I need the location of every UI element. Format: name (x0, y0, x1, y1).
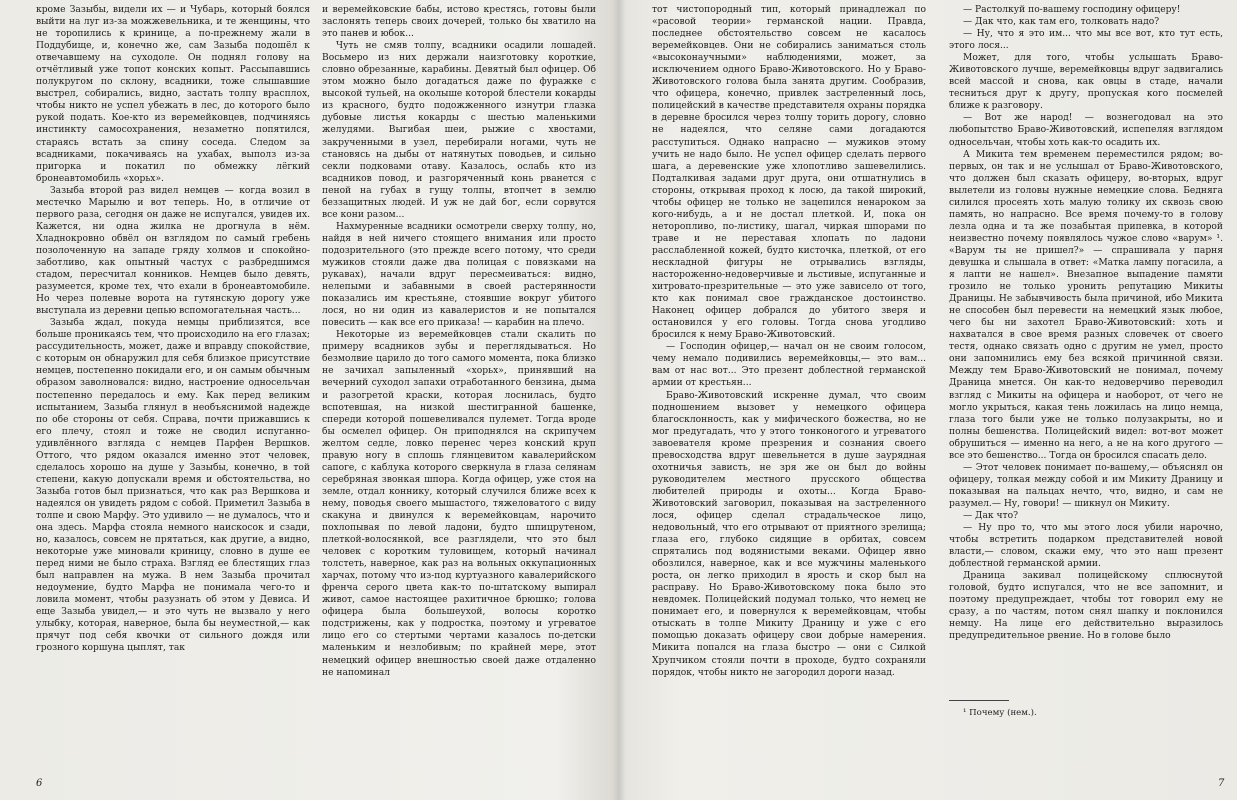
footnote: ¹ Почему (нем.). (963, 708, 1037, 718)
paragraph: — Дак что? (963, 510, 1018, 521)
paragraph: и веремейковские бабы, истово крестясь, готовы были заслонять теперь своих дочерей, только бы хватило на это панев и юбок... (322, 5, 596, 40)
paragraph: — Ну про то, что мы этого лося убили нарочно, чтобы встретить подарком представителей новой власти,— словом, скажи ему, что это наш презент доблестной германской армии. (949, 523, 1223, 570)
paragraph: — Этот человек понимает по-вашему,— объяснял он офицеру, толкая между собой и им Микиту Драницу и показывая на пальцах нечто, что, видно, и сам не разумел.— Ну, говори! — шикнул он Микиту. (949, 462, 1223, 509)
paragraph: кроме Зазыбы, видели их — и Чубарь, который боялся выйти на луг из-за можжевельника, и те женщины, что не торопились к кринице, а по-прежнему жали в Поддубище, и, конечно же, сам Зазыба подошёл к отвечавшему на суходоле. Он поднял голову на отчётливый уже топот конских копыт. Рассыпавшись полукругом по склону, всадники, тоже слышавшие выстрел, собирались, видно, застать толпу врасплох, чтобы никто не успел убежать в лес, до которого было рукой подать. Кое-кто из веремейковцев, подчиняясь инстинкту самосохранения, незаметно попятился, стараясь встать за спину соседа. Следом за всадниками, покачиваясь на ухабах, выполз из-за пригорка и покатил по обмежку лёгкий бронеавтомобиль «хорьх». (36, 5, 310, 184)
paragraph: Браво-Животовский искренне думал, что своим подношением вызовет у немецкого офицера благосклонность, как у мифического божества, но не мог предугадать, что у этого тонконогого и угреватого завоевателя кроме презрения и сознания своего превосходства вдруг шевельнется в душе заурядная охотничья зависть, не зря же он был до войны руководителем местного прусского общества любителей природы и охоты... Когда Браво-Животовский заговорил, показывая на застреленного лося, офицер сделал страдальческое лицо, недовольный, что его отрывают от приятного зрелища; глаза его, глубоко сидящие в орбитах, совсем спрятались под водянистыми веками. Офицер явно обозлился, наверное, как и все мужчины маленького роста, он легко приходил в ярость и скор был на расправу. Но Браво-Животовскому пока было это невдомек. Полицейский подумал только, что немец не понимает его, и повернулся к веремейковцам, чтобы отыскать в толпе Микиту Драницу и уже с его помощью доказать офицеру свои добрые намерения. Микита попался на глаза быстро — они с Силкой Хрупчиком стояли почти в проходе, будто сохраняли порядок, чтобы никто не загородил дороги назад. (652, 390, 926, 678)
paragraph: Может, для того, чтобы услышать Браво-Животовского лучше, веремейковцы вдруг задвигались всей массой и снова, как овцы в стаде, начали тесниться друг к другу, пропуская кого посмелей ближе к разговору. (949, 53, 1223, 112)
right-page-column-1 (652, 4, 926, 756)
paragraph: Зазыба ждал, покуда немцы приблизятся, все больше проникаясь тем, что происходило на его глазах; рассудительность, может, даже и вправду спокойствие, с которым он обнаружил для себя близкое присутствие немцев, постепенно покидали его, и он самым обычным образом заволновался: видно, настроение односельчан постепенно передалось и ему. Как перед великим испытанием, Зазыба глянул в необъяснимой надежде по обе стороны от себя. Справа, почти прижавшись к его плечу, стоял и тоже не сводил испуганно-удивлённого взгляда с немцев Парфен Вершков. Оттого, что рядом оказался именно этот человек, сделалось хорошо на душе у Зазыбы, конечно, в той степени, какую допускали время и обстоятельства, но Зазыба готов был признаться, что как раз Вершкова и надеялся он увидеть рядом с собой. Приметил Зазыба в толпе и свою Марфу. Это удивило — не думалось, что и она здесь. Марфа стояла немного наискосок и сзади, но, казалось, совсем не прятаться, как другие, а видно, некоторые уже миновали криницу, словно в душе ее перед ними не было страха. Взгляд ее блестящих глаз был направлен на мужа. В нем Зазыба прочитал недоумение, будто Марфа не понимала чего-то и ловила момент, чтобы разузнать об этом у Девиса. И еще Зазыба увидел,— и это чуть не вызвало у него улыбку, которая, наверное, была бы неуместной,— как прячут под себя квочки от сильного дождя или грозного коршуна цыплят, так (36, 318, 310, 654)
paragraph: Нахмуренные всадники осмотрели сверху толпу, но, найдя в ней ничего стоящего внимания или просто подозрительного (это прежде всего потому, что среди мужиков стояли даже два полицая с повязками на рукавах), начали вдруг пересмеиваться: видно, нелепыми и забавными в своей растерянности показались им крестьяне, стоявшие вокруг убитого лося, но ни один из кавалеристов и не попытался повесить — как все его приказа! — карабин на плечо. (322, 221, 596, 329)
page-number: 7 (1218, 778, 1225, 789)
right-page-column-2 (949, 4, 1223, 756)
left-page (0, 0, 618, 800)
paragraph: тот чистопородный тип, который принадлежал по «расовой теории» германской нации. Правда, последнее обстоятельство совсем не касалось веремейковцев. Они не собирались заниматься столь «высоконаучными» наблюдениями, может, за исключением одного Браво-Животовского. Но у Браво-Животовского голова была занята другим. Сообразив, что офицера, конечно, привлек застреленный лось, полицейский в качестве представителя охраны порядка в деревне бросился через толпу торить дорогу, словно не надеялся, что селяне сами догадаются расступиться. Однако напрасно — мужиков этому учить не надо было. Не успел офицер сделать первого шага, а деревенские уже хлопотливо зашевелились. Подталкивая задами друг друга, они отшатнулись в стороны, открывая проход к лосю, да такой широкий, чтобы офицер не только не зацепился ненароком за кого-нибудь, а и не достал плеткой. И, пока он неторопливо, по-листику, шагал, чиркая шпорами по траве и не переставая хлопать по ладони расслабленной кожей, будто кисточка, плеткой, от его нескладной фигуры не отрывались взгляды, настороженно-недоверчивые и льстивые, испуганные и хитровато-презрительные — это уже зависело от того, кто как понимал свое гражданское достоинство. Наконец офицер добрался до убитого зверя и остановился у его головы. Тогда снова угодливо бросился к нему Браво-Животовский. (652, 5, 926, 341)
page-number: 6 (36, 778, 43, 789)
paragraph: Чуть не смяв толпу, всадники осадили лошадей. Восьмеро из них держали наизготовку короткие, словно обрезанные, карабины. Девятый был офицер. Об этом можно было догадаться даже по фуражке с высокой тульей, на околыше которой блестели кокарды из красного, будто подожженного изнутри глазка дубовые листья кокарды с шестью маленькими желудями. Выгибая шеи, рыжие с хвостами, закрученными в узел, перебирали ногами, чуть не становясь на дыбы от натянутых поводьев, и сильно секли подковами отаву. Казалось, ослабь кто из всадников повод, и разгоряченный конь рванется с пеной на губах в гущу толпы, втопчет в землю беззащитных людей. И уж не дай бог, если сорвутся все кони разом... (322, 41, 596, 220)
paragraph: Драница закивал полицейскому сплюснутой головой, будто испугался, что не все запомнит, и поэтому предупреждает, чтобы тот говорил ему не сразу, а по частям, потом снял шапку и поклонился немцу. На лице его действительно выразилось предупредительное рвение. Но в голове было (949, 571, 1223, 642)
left-page-column-1 (36, 4, 310, 756)
paragraph: — Вот же народ! — вознегодовал на это любопытство Браво-Животовский, испепеляя взглядом односельчан, чтобы хоть как-то осадить их. (949, 113, 1223, 148)
paragraph: Зазыба второй раз видел немцев — когда возил в местечко Марылю и вот теперь. Но, в отличие от первого раза, сегодня он даже не испугался, увидев их. Кажется, ни одна жилка не дрогнула в нём. Хладнокровно обвёл он взглядом по самый гребень позолоченную на западе гряду холмов и спокойно-заботливо, как опытный частух с разбредшимся стадом, пересчитал конников. Немцев было девять, разумеется, кроме тех, что ехали в бронеавтомобиле. Но через полевые ворота на гутянскую дорогу уже выступала из деревни цепью вспомогательная часть... (36, 185, 310, 317)
paragraph: А Микита тем временем переместился рядом; во-первых, он так и не услышал от Браво-Животовского, что должен был сказать офицеру, во-вторых, вдруг вылетели из головы нужные немецкие слова. Бедняга силился просеять хоть малую толику их сквозь свою память, но напрасно. Все время почему-то в голову лезла одна и та же позабытая припевка, в которой неизвестно почему появлялось чужое слово «варум» ¹. «Варум ты не пришел?» — спрашивала у парня девушка и слышала в ответ: «Матка лампу погасила, а я лапти не нашел». Внезапное выпадение памяти грозило не только уронить репутацию Микиты Драницы. Не забывчивость была причиной, ибо Микита не способен был перевести на немецкий язык любое, чего бы ни захотел Браво-Животовский: хоть и нахватался в свое время разных словечек от своего тестя, однако связать одно с другим не умел, просто они запомнились ему без всякой причинной связи. Между тем Браво-Животовский не понимал, почему Драница мнется. Он как-то недоверчиво переводил взгляд с Микиты на офицера и наоборот, от чего не могло укрыться, какая тень ложилась на лицо немца, глаза того были уже не только полузакрыты, но и полны бешенства. Полицейский видел: вот-вот может обрушиться — именно на него, а не на кого другого — все это бешенство... Тогда он бросился спасать дело. (949, 149, 1223, 461)
paragraph: — Ну, что я это им... что мы все вот, кто тут есть, этого лося... (949, 29, 1223, 52)
paragraph: — Дак что, как там его, толковать надо? (963, 17, 1160, 28)
paragraph: Некоторые из веремейковцев стали скалить по примеру всадников зубы и переглядываться. Но безмолвие царило до того самого момента, пока близко не зачихал запыленный «хорьх», принявший на вечерний суходол запахи отработанного бензина, дыма и разогретой краски, которая лоснилась, будто вспотевшая, на низкой шестигранной башенке, спереди которой пошевеливался пулемет. Тогда вроде бы осмелел офицер. Он приподнялся на скрипучем желтом седле, ловко перенес через конский круп правую ногу в сплошь глянцевитом кавалерийском сапоге, с каблука которого сверкнула в глаза селянам серебряная звонкая шпора. Когда офицер, уже стоя на земле, отдал коннику, который случился ближе всех к нему, поводья своего мышастого, тяжеловатого с виду скакуна и двинулся к веремейковцам, нарочито похлопывая по левой ладони, будто шпицрутеном, плеткой-волосянкой, все разглядели, что это был человек с коротким туловищем, который начинал толстеть, наверное, как раз на вольных оккупационных харчах, потому что из-под куртуазного кавалерийского френча серого цвета как-то по-штатскому выпирал живот, самое настоящее рахитичное брюшко; голова офицера была большеухой, волосы коротко подстрижены, как у подростка, поэтому и угреватое лицо его со стертыми чертами казалось по-детски маленьким и незлобивым; по крайней мере, этот немецкий офицер внешностью своей даже отдаленно не напоминал (322, 330, 596, 678)
footnote-rule (949, 700, 1009, 701)
paragraph: — Господин офицер,— начал он не своим голосом, чему немало подивились веремейковцы,— это вам... вам от нас вот... Это презент доблестной германской армии от крестьян... (652, 342, 926, 389)
right-page (619, 0, 1237, 800)
paragraph: — Растолкуй по-вашему господину офицеру! (963, 5, 1181, 15)
left-page-column-2 (322, 4, 596, 756)
